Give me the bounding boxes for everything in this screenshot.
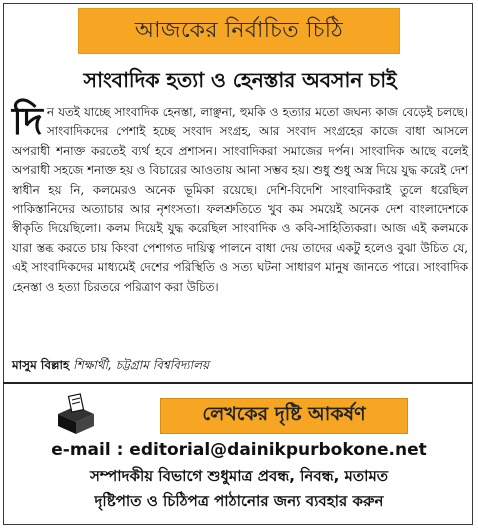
- section-banner: [78, 8, 400, 54]
- attention-banner-label: লেখকের দৃষ্টি আকর্ষণ: [202, 403, 366, 425]
- author-role: শিক্ষার্থী,: [73, 358, 112, 372]
- drop-cap: দি: [12, 99, 43, 143]
- email-line[interactable]: e-mail : editorial@dainikpurbokone.net: [51, 440, 427, 460]
- note-line-1: সম্পাদকীয় বিভাগে শুধুমাত্র প্রবন্ধ, নিবন্ধ, মতামত: [89, 467, 389, 485]
- ballot-box-icon: [54, 392, 98, 436]
- note-line-2: দৃষ্টিপাত ও চিঠিপত্র পাঠানোর জন্য ব্যবহার করুন: [94, 492, 384, 510]
- author-institution: চট্টগ্রাম বিশ্ববিদ্যালয়: [115, 358, 210, 372]
- author-name: মাসুম বিল্লাহ: [12, 358, 70, 372]
- attention-banner: [160, 398, 408, 434]
- byline: [12, 357, 209, 377]
- section-banner-label: আজকের নির্বাচিত চিঠি: [134, 17, 344, 43]
- section-divider: [3, 382, 473, 384]
- headline: সাংবাদিক হত্যা ও হেনস্তার অবসান চাই: [83, 68, 397, 92]
- letter-body: [12, 99, 468, 297]
- letter-text: ন যতই যাচ্ছে সাংবাদিক হেনস্তা, লাঞ্ছনা, হুমকি ও হত্যার মতো জঘন্য কাজ বেড়েই চলছে। সাংবাদিকদের পেশাই হচ্ছে সংবাদ সংগ্রহ, আর সংবাদ সংগ্রহের কাজে বাধা আসলে অপরাধী শনাক্ত করতেই ব্যর্থ হবে প্রশাসন। সাংবাদিকরা সমাজের দর্পন। সাংবাদিক আছে বলেই অপরাধী সহজে শনাক্ত হয় ও বিচারের আওতায় আনা সম্ভব হয়। শুধু শুধু অস্ত্র দিয়ে যুদ্ধ করেই দেশ স্বাধীন হয় নি, কলমেরও অনেক ভূমিকা রয়েছে। দেশি-বিদেশি সাংবাদিকরাই তুলে ধরেছিল পাকিস্তানিদের অত্যাচার আর নৃশংসতা। ফলশ্রুতিতে খুব কম সময়েই অনেক দেশ বাংলাদেশকে স্বীকৃতি দিয়েছিলো। কলম দিয়েই যুদ্ধ করেছিল সাংবাদিক ও কবি-সাহিত্যিকরা। আজ এই কলমকে যারা স্তব্ধ করতে চায় কিংবা পেশাগত দায়িত্ব পালনে বাধা দেয় তাদের একটু হলেও বুঝা উচিত যে, এই সাংবাদিকদের মাধ্যমেই দেশের পরিস্থিতি ও সত্য ঘটনা সাধারণ মানুষ জানতে পারে। সাংবাদিক হেনস্তা ও হত্যা চিরতরে পরিত্রাণ করা উচিত।: [12, 105, 468, 294]
